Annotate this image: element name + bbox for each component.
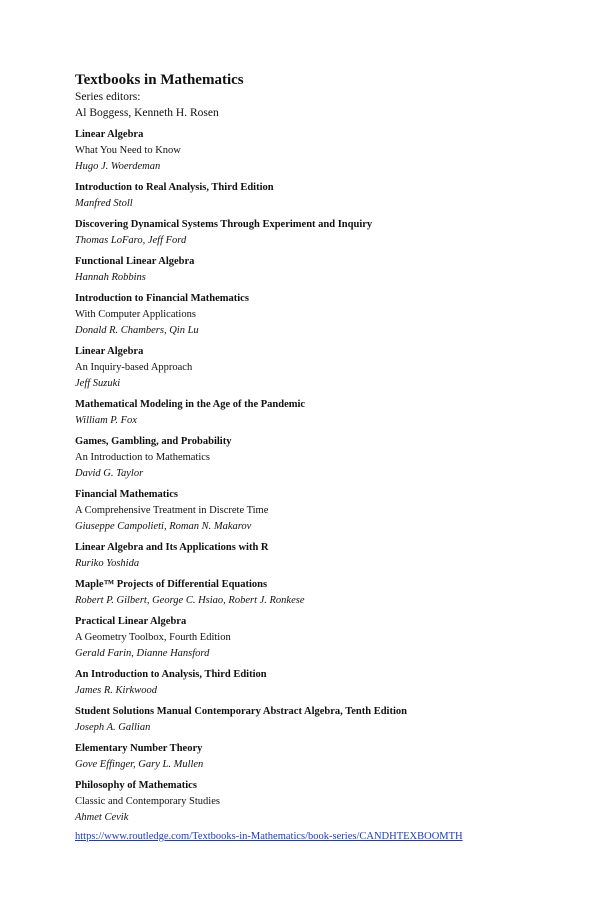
book-authors: Thomas LoFaro, Jeff Ford	[75, 235, 187, 246]
book-title: Philosophy of Mathematics	[75, 780, 197, 791]
book-entry	[75, 540, 595, 571]
book-authors: Robert P. Gilbert, George C. Hsiao, Robert J. Ronkese	[75, 595, 305, 606]
book-title: Linear Algebra	[75, 129, 144, 140]
book-authors: Giuseppe Campolieti, Roman N. Makarov	[75, 521, 252, 532]
book-subtitle: A Comprehensive Treatment in Discrete Time	[75, 505, 269, 516]
book-entry	[75, 487, 595, 534]
book-title: Functional Linear Algebra	[75, 256, 195, 267]
series-link[interactable]: https://www.routledge.com/Textbooks-in-Mathematics/book-series/CANDHTEXBOOMTH	[75, 831, 463, 842]
book-title: Mathematical Modeling in the Age of the Pandemic	[75, 399, 306, 410]
book-subtitle: With Computer Applications	[75, 309, 196, 320]
book-title: Practical Linear Algebra	[75, 616, 187, 627]
book-authors: Jeff Suzuki	[75, 378, 121, 389]
book-authors: Ahmet Cevik	[75, 812, 129, 823]
book-authors: Ruriko Yoshida	[75, 558, 140, 569]
book-title: An Introduction to Analysis, Third Edition	[75, 669, 267, 680]
book-authors: Gerald Farin, Dianne Hansford	[75, 648, 210, 659]
book-entry	[75, 344, 595, 391]
book-authors: Hugo J. Woerdeman	[75, 161, 161, 172]
book-entry	[75, 397, 595, 428]
book-title: Introduction to Real Analysis, Third Edition	[75, 182, 274, 193]
book-entry	[75, 577, 595, 608]
book-authors: Hannah Robbins	[75, 272, 146, 283]
book-entry	[75, 614, 595, 661]
book-authors: Manfred Stoll	[75, 198, 133, 209]
book-subtitle: Classic and Contemporary Studies	[75, 796, 220, 807]
book-subtitle: What You Need to Know	[75, 145, 181, 156]
series-title: Textbooks in Mathematics	[75, 72, 244, 88]
book-authors: Gove Effinger, Gary L. Mullen	[75, 759, 204, 770]
book-subtitle: A Geometry Toolbox, Fourth Edition	[75, 632, 231, 643]
book-title: Games, Gambling, and Probability	[75, 436, 232, 447]
book-authors: Joseph A. Gallian	[75, 722, 151, 733]
book-entry	[75, 217, 595, 248]
book-title: Student Solutions Manual Contemporary Abstract Algebra, Tenth Edition	[75, 706, 407, 717]
book-subtitle: An Introduction to Mathematics	[75, 452, 211, 463]
book-title: Introduction to Financial Mathematics	[75, 293, 249, 304]
book-title: Elementary Number Theory	[75, 743, 203, 754]
book-title: Linear Algebra	[75, 346, 144, 357]
series-page	[75, 72, 595, 845]
book-entry	[75, 180, 595, 211]
series-header	[75, 72, 595, 121]
series-editors-label: Series editors:	[75, 91, 141, 103]
book-authors: William P. Fox	[75, 415, 137, 426]
book-authors: David G. Taylor	[75, 468, 144, 479]
book-entry	[75, 704, 595, 735]
series-editors: Al Boggess, Kenneth H. Rosen	[75, 107, 219, 119]
book-list	[75, 127, 595, 825]
book-authors: Donald R. Chambers, Qin Lu	[75, 325, 199, 336]
book-entry	[75, 127, 595, 174]
book-entry	[75, 778, 595, 825]
book-entry	[75, 434, 595, 481]
book-title: Linear Algebra and Its Applications with R	[75, 542, 269, 553]
book-title: Financial Mathematics	[75, 489, 178, 500]
book-entry	[75, 667, 595, 698]
book-entry	[75, 741, 595, 772]
book-entry	[75, 254, 595, 285]
book-subtitle: An Inquiry-based Approach	[75, 362, 193, 373]
book-title: Discovering Dynamical Systems Through Experiment and Inquiry	[75, 219, 373, 230]
book-title: Maple™ Projects of Differential Equations	[75, 579, 268, 590]
book-entry	[75, 291, 595, 338]
book-authors: James R. Kirkwood	[75, 685, 157, 696]
